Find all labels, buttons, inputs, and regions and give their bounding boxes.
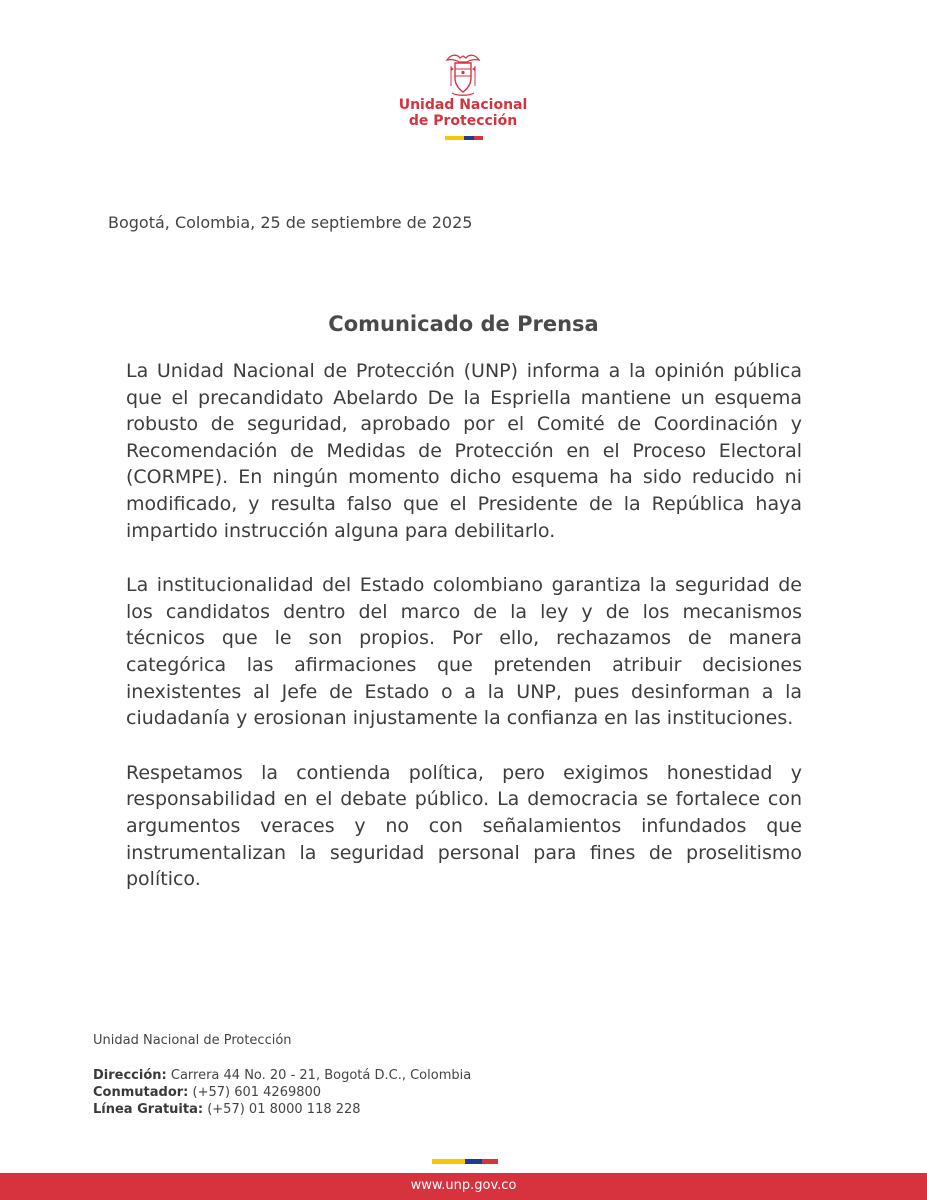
letterhead: [0, 0, 927, 150]
footer-switchboard-label: Conmutador:: [93, 1085, 189, 1100]
footer-org-name: Unidad Nacional de Protección: [93, 1033, 292, 1048]
footer-switchboard: [93, 1084, 471, 1101]
footer-address-label: Dirección:: [93, 1068, 167, 1083]
footer-address-value: Carrera 44 No. 20 - 21, Bogotá D.C., Colombia: [166, 1068, 472, 1083]
document-body: [126, 358, 802, 921]
footer-toll-free-label: Línea Gratuita:: [93, 1102, 204, 1117]
page-title: Comunicado de Prensa: [328, 312, 599, 336]
organization-title: [363, 97, 563, 129]
colombia-coat-of-arms-icon: [443, 50, 483, 98]
footer-toll-free: [93, 1101, 471, 1118]
footer-address: [93, 1067, 471, 1084]
footer-toll-free-value: (+57) 01 8000 118 228: [203, 1102, 361, 1117]
website-link[interactable]: www.unp.gov.co: [410, 1178, 517, 1193]
body-paragraph-2: La institucionalidad del Estado colombiano garantiza la seguridad de los candidatos dentro del marco de la ley y de los mecanismos técnicos que le son propios. Por ello, rechazamos de manera categórica las afirmaciones que pretenden atribuir decisiones inexistentes al Jefe de Estado o a la UNP, pues desinforman a la ciudadanía y erosionan injustamente la confianza en las instituciones.: [126, 574, 802, 730]
header-flag-stripe: [445, 136, 483, 140]
organization-title-line2: de Protección: [408, 113, 518, 129]
footer-contact-info: [93, 1032, 471, 1118]
document-date: Bogotá, Colombia, 25 de septiembre de 2025: [108, 213, 473, 232]
organization-title-line1: Unidad Nacional: [398, 97, 528, 113]
body-paragraph-1: La Unidad Nacional de Protección (UNP) informa a la opinión pública que el precandidato Abelardo De la Espriella mantiene un esquema robusto de seguridad, aprobado por el Comité de Coordinación y Recomendación de Medidas de Protección en el Proceso Electoral (CORMPE). En ningún momento dicho esquema ha sido reducido ni modificado, y resulta falso que el Presidente de la República haya impartido instrucción alguna para debilitarlo.: [126, 360, 802, 542]
footer-switchboard-value: (+57) 601 4269800: [188, 1085, 322, 1100]
footer-flag-stripe: [432, 1159, 498, 1164]
body-paragraph-3: Respetamos la contienda política, pero exigimos honestidad y responsabilidad en el debate público. La democracia se fortalece con argumentos veraces y no con señalamientos infundados que instrumentalizan la seguridad personal para fines de proselitismo político.: [126, 761, 802, 891]
